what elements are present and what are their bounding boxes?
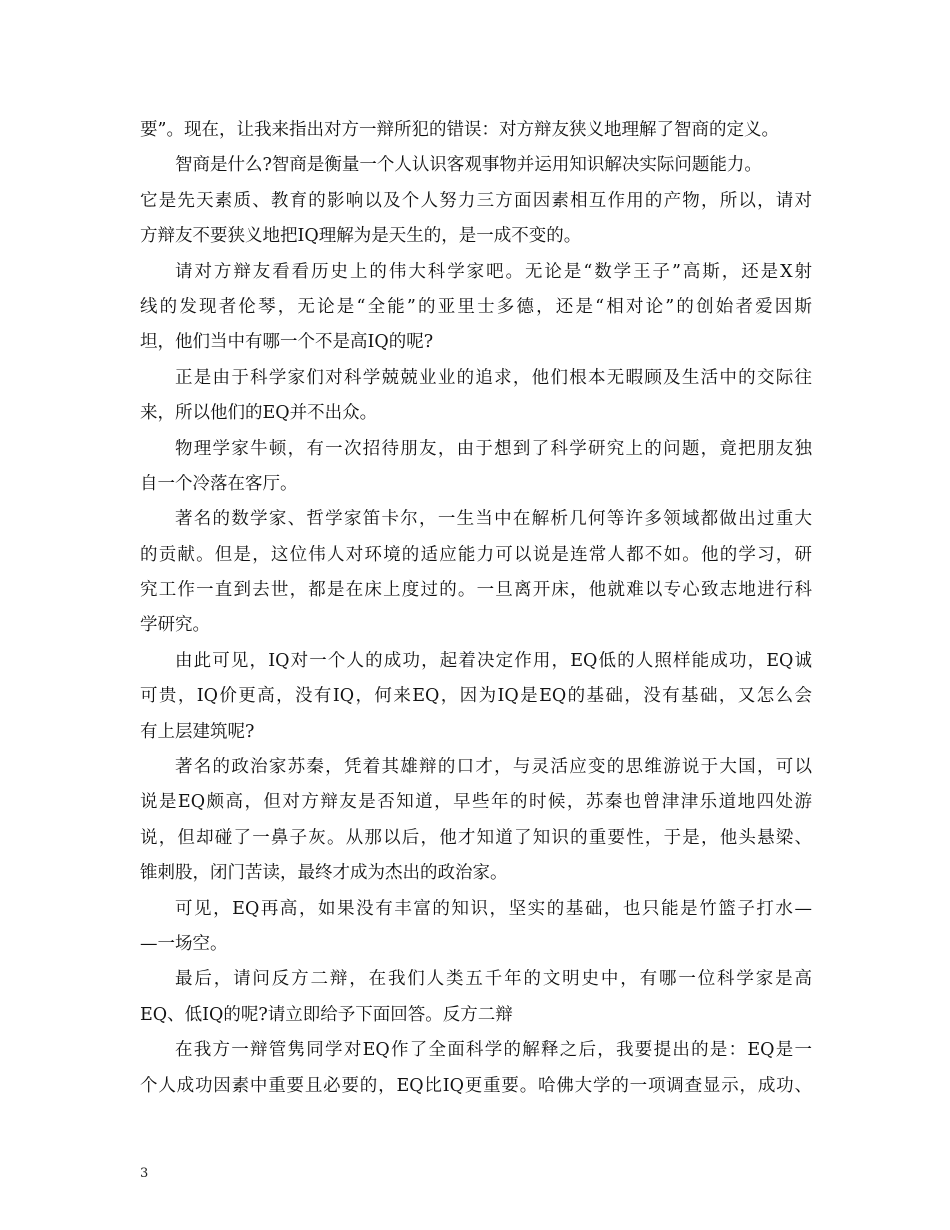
text-line: 有上层建筑呢? <box>140 721 255 742</box>
text-line: 智商是什么?智商是衡量一个人认识客观事物并运用知识解决实际问题能力。 <box>175 155 762 176</box>
text-line: 线的发现者伦琴，无论是“全能”的亚里士多德，还是“相对论”的创始者爱因斯 <box>140 296 812 317</box>
text-line: 学研究。 <box>140 615 210 636</box>
text-line: 来，所以他们的EQ并不出众。 <box>140 403 378 424</box>
text-line: 可见，EQ再高，如果没有丰富的知识，坚实的基础，也只能是竹篮子打水— <box>175 898 812 919</box>
text-line: 著名的数学家、哲学家笛卡尔，一生当中在解析几何等许多领域都做出过重大 <box>175 509 812 530</box>
text-line: 正是由于科学家们对科学兢兢业业的追求，他们根本无暇顾及生活中的交际往 <box>175 367 812 388</box>
text-line: 请对方辩友看看历史上的伟大科学家吧。无论是“数学王子”高斯，还是X射 <box>175 261 812 282</box>
text-line: 坦，他们当中有哪一个不是高IQ的呢? <box>140 332 434 353</box>
text-line: 要”。现在，让我来指出对方一辩所犯的错误：对方辩友狭义地理解了智商的定义。 <box>140 120 779 140</box>
text-line: 究工作一直到去世，都是在床上度过的。一旦离开床，他就难以专心致志地进行科 <box>140 580 812 601</box>
text-line: 的贡献。但是，这位伟人对环境的适应能力可以说是连常人都不如。他的学习，研 <box>140 544 812 565</box>
text-line: 说是EQ颇高，但对方辩友是否知道，早些年的时候，苏秦也曾津津乐道地四处游 <box>140 792 812 813</box>
text-line: 最后，请问反方二辩，在我们人类五千年的文明史中，有哪一位科学家是高 <box>175 969 812 990</box>
text-line: 著名的政治家苏秦，凭着其雄辩的口才，与灵活应变的思维游说于大国，可以 <box>175 757 812 778</box>
text-line: 在我方一辩管隽同学对EQ作了全面科学的解释之后，我要提出的是：EQ是一 <box>175 1040 812 1061</box>
text-line: 物理学家牛顿，有一次招待朋友，由于想到了科学研究上的问题，竟把朋友独 <box>175 438 812 459</box>
text-line: 它是先天素质、教育的影响以及个人努力三方面因素相互作用的产物，所以，请对 <box>140 190 812 211</box>
page-number: 3 <box>140 1166 149 1181</box>
text-line: 可贵，IQ价更高，没有IQ，何来EQ，因为IQ是EQ的基础，没有基础，又怎么会 <box>140 686 812 707</box>
text-line: 由此可见，IQ对一个人的成功，起着决定作用，EQ低的人照样能成功，EQ诚 <box>175 650 812 671</box>
text-line: 自一个冷落在客厅。 <box>140 473 298 494</box>
text-line: 说，但却碰了一鼻子灰。从那以后，他才知道了知识的重要性，于是，他头悬梁、 <box>140 827 812 848</box>
text-line: —一场空。 <box>140 933 228 954</box>
text-line: 锥刺股，闭门苦读，最终才成为杰出的政治家。 <box>140 863 508 884</box>
text-line: 个人成功因素中重要且必要的，EQ比IQ更重要。哈佛大学的一项调查显示，成功、 <box>140 1075 812 1096</box>
text-line: 方辩友不要狭义地把IQ理解为是天生的，是一成不变的。 <box>140 226 582 247</box>
text-line: EQ、低IQ的呢?请立即给予下面回答。反方二辩 <box>140 1004 513 1025</box>
body-text <box>140 113 812 1104</box>
